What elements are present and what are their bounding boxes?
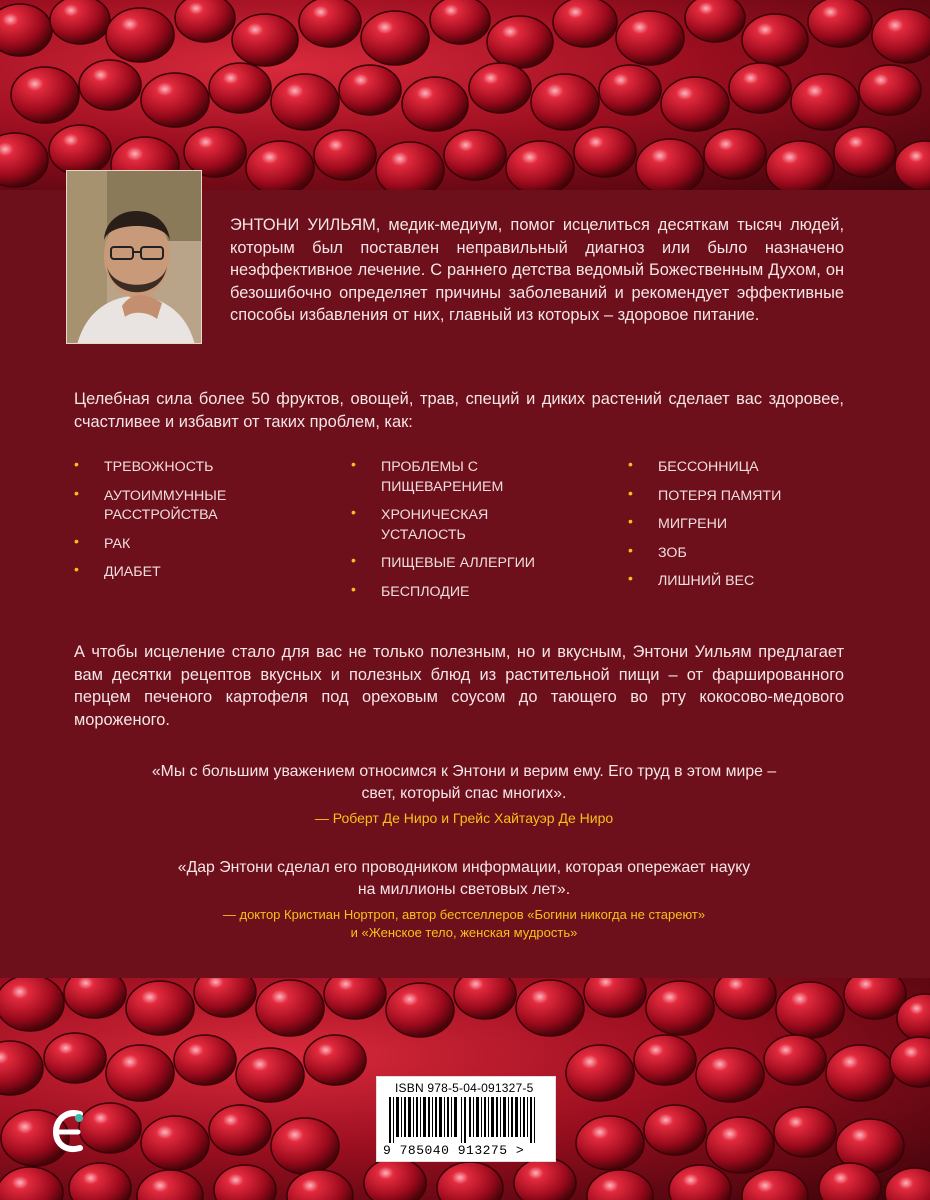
bullet-icon: •	[628, 484, 633, 501]
quote-2-line-2: на миллионы световых лет».	[357, 881, 571, 898]
bullet-icon: •	[628, 456, 633, 472]
list-item: • ПРОБЛЕМЫ С ПИЩЕВАРЕНИЕМ	[351, 456, 504, 495]
list-item: • БЕССОННИЦА	[628, 456, 759, 475]
list-item: • АУТОИММУННЫЕ РАССТРОЙСТВА	[74, 484, 227, 523]
quote-2-line-1: «Дар Энтони сделал его проводником информации, которая опережает науку	[177, 859, 751, 876]
quote-2-author-line-1: — доктор Кристиан Нортроп, автор бестселлеров «Богини никогда не стареют»	[222, 907, 706, 922]
list-item: • ХРОНИЧЕСКАЯ УСТАЛОСТЬ	[351, 504, 489, 543]
pomegranate-seeds-image-top	[0, 0, 930, 190]
intro-paragraph: Целебная сила более 50 фруктов, овощей, трав, специй и диких растений сделает вас здоровее, счастливее и избавит от таких проблем, как:	[74, 390, 844, 431]
barcode-digits: 9 785040 913275 >	[383, 1143, 525, 1158]
list-item: • МИГРЕНИ	[628, 513, 728, 532]
bullet-icon: •	[351, 504, 356, 520]
list-item: • ЗОБ	[628, 541, 687, 561]
problems-column-2	[351, 458, 591, 611]
bullet-icon: •	[628, 513, 633, 529]
recipes-paragraph: А чтобы исцеление стало для вас не только полезным, но и вкусным, Энтони Уильям предлагает вам десятки рецептов вкусных и полезных блюд из растительной пищи – от фаршированного перцем печеного картофеля под ореховым соусом до тающего во рту кокосово-медового мороженого.	[74, 643, 844, 729]
barcode-bars	[389, 1097, 545, 1143]
list-item: • РАК	[74, 532, 131, 552]
bullet-icon: •	[74, 561, 79, 577]
list-item: • ДИАБЕТ	[74, 561, 161, 580]
problems-column-1	[74, 458, 314, 592]
quote-2-author	[74, 906, 854, 942]
publisher-logo-icon	[52, 1106, 86, 1156]
bullet-icon: •	[351, 552, 356, 568]
quote-1-author: — Роберт Де Ниро и Грейс Хайтауэр Де Ниро	[314, 810, 614, 826]
list-item: • ПОТЕРЯ ПАМЯТИ	[628, 484, 782, 504]
list-item: • ЛИШНИЙ ВЕС	[628, 570, 755, 589]
author-photo	[66, 170, 202, 344]
quote-1-line-1: «Мы с большим уважением относимся к Энтони и верим ему. Его труд в этом мире –	[151, 763, 777, 780]
bullet-icon: •	[351, 580, 356, 597]
quote-2-author-line-2: и «Женское тело, женская мудрость»	[350, 925, 578, 940]
bullet-icon: •	[74, 532, 79, 549]
bullet-icon: •	[351, 456, 356, 472]
quote-1-line-2: свет, который спас многих».	[361, 785, 567, 802]
quote-2	[74, 857, 854, 901]
list-item: • ПИЩЕВЫЕ АЛЛЕРГИИ	[351, 552, 535, 571]
author-bio: ЭНТОНИ УИЛЬЯМ, медик-медиум, помог исцелиться десяткам тысяч людей, которым был поставлен неправильный диагноз или было назначено неэффективное лечение. С раннего детства ведомый Божественным Духом, он безошибочно определяет причины заболеваний и рекомендует эффективные способы избавления от них, главный из которых – здоровое питание.	[230, 216, 844, 324]
bullet-icon: •	[74, 484, 79, 501]
bullet-icon: •	[74, 456, 79, 472]
problems-column-3	[628, 458, 868, 601]
quote-1	[74, 761, 854, 805]
isbn-barcode	[376, 1076, 556, 1162]
list-item: • ТРЕВОЖНОСТЬ	[74, 456, 214, 475]
isbn-label: ISBN 978-5-04-091327-5	[395, 1081, 534, 1095]
list-item: • БЕСПЛОДИЕ	[351, 580, 470, 600]
bullet-icon: •	[628, 570, 633, 586]
bullet-icon: •	[628, 541, 633, 558]
